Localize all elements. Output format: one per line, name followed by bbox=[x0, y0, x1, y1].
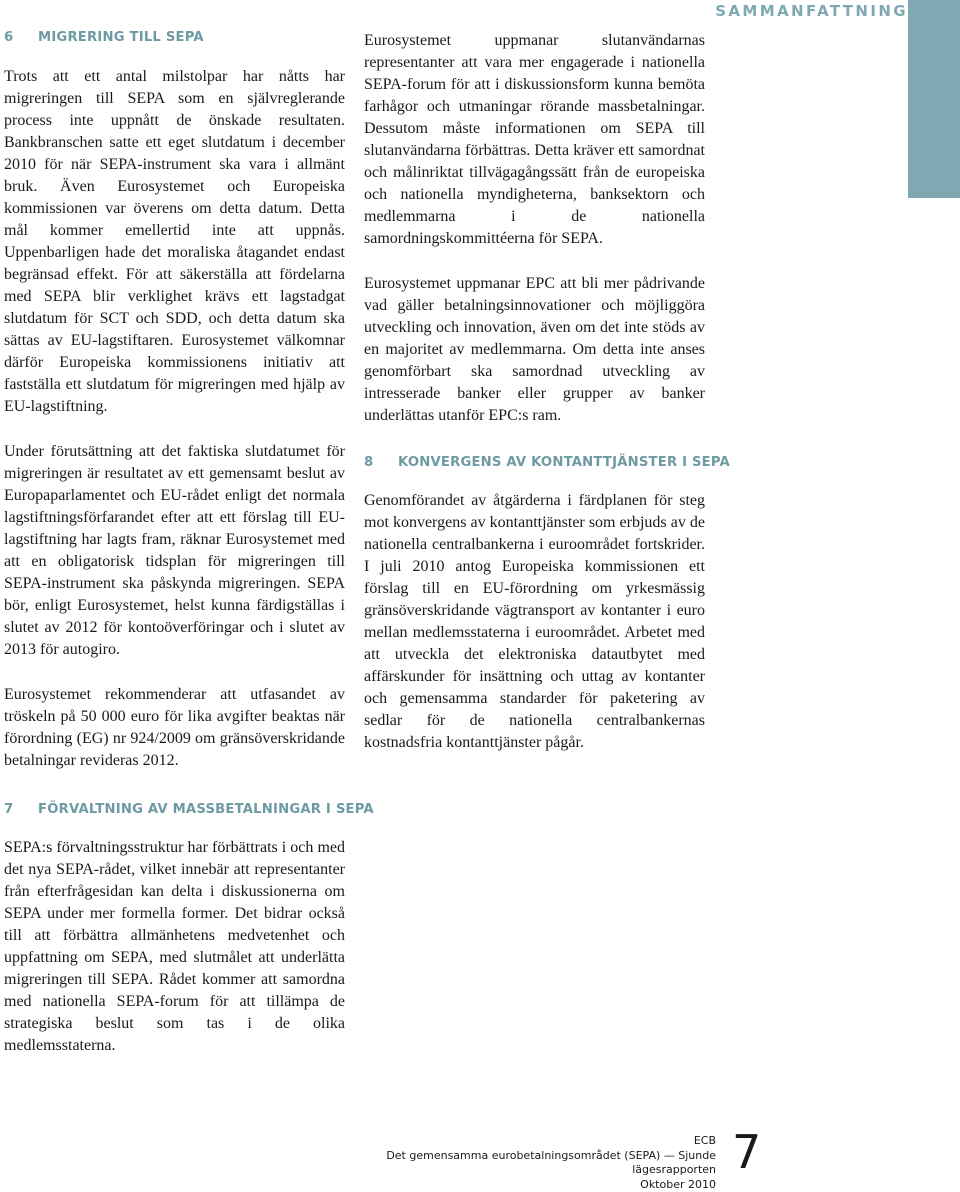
section-label: SAMMANFATTNING bbox=[715, 2, 908, 20]
paragraph: Trots att ett antal milstolpar har nåtts har migreringen till SEPA som en självreglerande process inte uppnått de önskade resultaten. Bankbranschen satte ett eget slutdatum i december 2010 för när SEPA-instrument ska vara i allmänt bruk. Även Eurosystemet och Europeiska kommissionen var överens om detta datum. Detta mål kommer emellertid inte att uppnås. Uppenbarligen hade det moraliska åtagandet endast begränsad effekt. För att säkerställa att fördelarna med SEPA blir verklighet krävs ett lagstadgat slutdatum för SCT och SDD, och detta datum ska sättas av EU-lagstiftaren. Eurosystemet välkomnar därför Europeiska kommissionens initiativ att fastställa ett slutdatum för migreringen med hjälp av EU-lagstiftning. bbox=[4, 66, 345, 418]
paragraph: Under förutsättning att det faktiska slutdatumet för migreringen är resultatet av ett gemensamt beslut av Europaparlamentet och EU-rådet enligt det normala lagstiftningsförfarandet efter att ett förslag till EU-lagstiftning har lagts fram, räknar Eurosystemet med att en obligatorisk tidsplan för migreringen till SEPA-instrument ska påskynda migreringen. SEPA bör, enligt Eurosystemet, helst kunna färdigställas i slutet av 2012 för kontoöverföringar och i slutet av 2013 för autogiro. bbox=[4, 441, 345, 661]
section-tab bbox=[908, 0, 960, 198]
right-column bbox=[364, 30, 705, 754]
heading-section-7 bbox=[4, 802, 345, 817]
page-footer bbox=[380, 1134, 716, 1192]
paragraph: Genomförandet av åtgärderna i färdplanen för steg mot konvergens av kontanttjänster som erbjuds av de nationella centralbankerna i euroområdet fortskrider. I juli 2010 antog Europeiska kommissionen ett förslag till en EU-förordning om yrkesmässig gränsöverskridande vägtransport av kontanter i euro mellan medlemsstaterna i euroområdet. Arbetet med att utveckla det elektroniska datautbytet med affärskunder för insättning och uttag av kontanter och gemensamma standarder för paketering av sedlar för de nationella centralbankernas kostnadsfria kontanttjänster pågår. bbox=[364, 490, 705, 754]
heading-title: MIGRERING TILL SEPA bbox=[38, 30, 204, 45]
heading-number: 8 bbox=[364, 455, 398, 470]
paragraph: Eurosystemet uppmanar EPC att bli mer pådrivande vad gäller betalningsinnovationer och möjliggöra utveckling och innovation, även om det inte stöds av en majoritet av medlemmarna. Om detta inte anses genomförbart ska samordnad utveckling av intresserade banker eller grupper av banker underlättas utanför EPC:s ram. bbox=[364, 273, 705, 427]
heading-section-8 bbox=[364, 455, 705, 470]
footer-publication-title: Det gemensamma eurobetalningsområdet (SEPA) — Sjunde lägesrapporten bbox=[380, 1149, 716, 1178]
heading-number: 7 bbox=[4, 802, 38, 817]
footer-publisher: ECB bbox=[380, 1134, 716, 1149]
left-column bbox=[4, 30, 345, 1057]
paragraph: Eurosystemet rekommenderar att utfasandet av tröskeln på 50 000 euro för lika avgifter beaktas när förordning (EG) nr 924/2009 om gränsöverskridande betalningar revideras 2012. bbox=[4, 684, 345, 772]
paragraph: Eurosystemet uppmanar slutanvändarnas representanter att vara mer engagerade i nationella SEPA-forum för att i diskussionsform kunna bemöta farhågor och utmaningar rörande massbetalningar. Dessutom måste informationen om SEPA till slutanvändarna förbättras. Detta kräver ett samordnat och målinriktat tillvägagångssätt från de europeiska och nationella myndigheterna, banksektorn och medlemmarna i de nationella samordningskommittéerna för SEPA. bbox=[364, 30, 705, 250]
page-number: 7 bbox=[732, 1128, 760, 1176]
heading-title: KONVERGENS AV KONTANTTJÄNSTER I SEPA bbox=[398, 455, 730, 470]
footer-date: Oktober 2010 bbox=[380, 1178, 716, 1192]
heading-title: FÖRVALTNING AV MASSBETALNINGAR I SEPA bbox=[38, 802, 374, 817]
heading-section-6 bbox=[4, 30, 345, 45]
paragraph: SEPA:s förvaltningsstruktur har förbättrats i och med det nya SEPA-rådet, vilket innebär att representanter från efterfrågesidan kan delta i diskussionerna om SEPA under mer formella former. Det bidrar också till att förbättra allmänhetens medvetenhet och uppfattning om SEPA, med slutmålet att underlätta migreringen till SEPA. Rådet kommer att samordna med nationella SEPA-forum för att tillämpa de strategiska beslut som tas i de olika medlemsstaterna. bbox=[4, 837, 345, 1057]
heading-number: 6 bbox=[4, 30, 38, 45]
